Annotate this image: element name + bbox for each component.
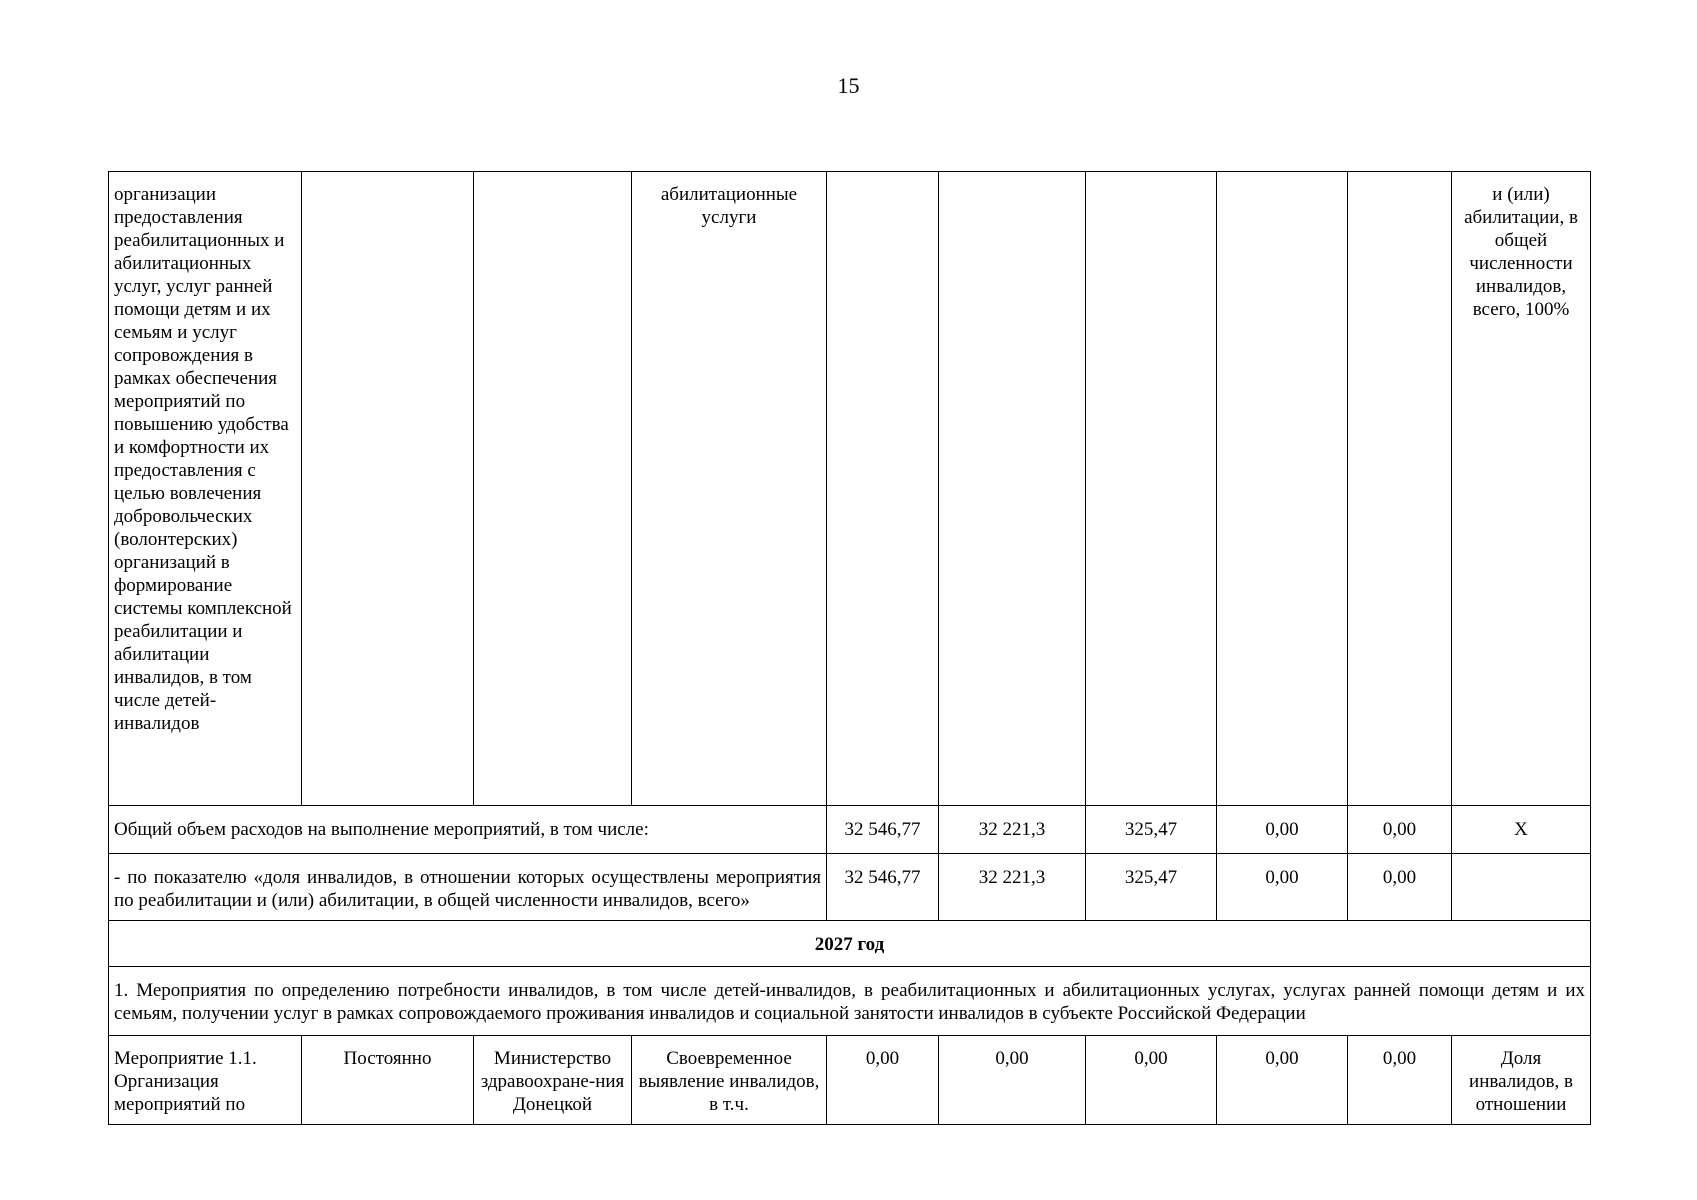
section-row bbox=[109, 967, 1591, 1036]
indicator-value: 0,00 bbox=[1348, 854, 1452, 921]
result-cell: абилитационные услуги bbox=[632, 172, 827, 806]
section-header: 1. Мероприятия по определению потребности инвалидов, в том числе детей-инвалидов, в реабилитационных и абилитационных услугах, услугах ранней помощи детям и их семьям, получении услуг в рамках сопровождаемого проживания инвалидов и социальной занятости инвалидов в субъекте Российской Федерации bbox=[109, 967, 1591, 1036]
measure-indicator: Доля инвалидов, в отношении bbox=[1452, 1036, 1591, 1125]
total-value: 32 221,3 bbox=[939, 806, 1086, 854]
table-row bbox=[109, 172, 1591, 806]
measure-value: 0,00 bbox=[1086, 1036, 1217, 1125]
activity-description-cell: организации предоставления реабилитационных и абилитационных услуг, услуг ранней помощи детям и их семьям и услуг сопровождения в рамках обеспечения мероприятий по повышению удобства и комфортности их предоставления с целью вовлечения добровольческих (волонтерских) организаций в формирование системы комплексной реабилитации и абилитации инвалидов, в том числе детей-инвалидов bbox=[109, 172, 302, 806]
empty-cell bbox=[474, 172, 632, 806]
total-value: 0,00 bbox=[1348, 806, 1452, 854]
measure-row bbox=[109, 1036, 1591, 1125]
year-row bbox=[109, 921, 1591, 967]
empty-cell bbox=[302, 172, 474, 806]
measure-value: 0,00 bbox=[1217, 1036, 1348, 1125]
total-row bbox=[109, 806, 1591, 854]
indicator-label: - по показателю «доля инвалидов, в отношении которых осуществлены мероприятия по реабилитации и (или) абилитации, в общей численности инвалидов, всего» bbox=[109, 854, 827, 921]
total-value: 325,47 bbox=[1086, 806, 1217, 854]
measure-value: 0,00 bbox=[1348, 1036, 1452, 1125]
measure-executor: Министерство здравоохране-ния Донецкой bbox=[474, 1036, 632, 1125]
empty-cell bbox=[939, 172, 1086, 806]
empty-cell bbox=[1217, 172, 1348, 806]
measure-value: 0,00 bbox=[939, 1036, 1086, 1125]
indicator-last bbox=[1452, 854, 1591, 921]
indicator-cell: и (или) абилитации, в общей численности инвалидов, всего, 100% bbox=[1452, 172, 1591, 806]
empty-cell bbox=[827, 172, 939, 806]
indicator-value: 32 546,77 bbox=[827, 854, 939, 921]
total-value: 32 546,77 bbox=[827, 806, 939, 854]
year-header: 2027 год bbox=[109, 921, 1591, 967]
empty-cell bbox=[1348, 172, 1452, 806]
total-value: 0,00 bbox=[1217, 806, 1348, 854]
indicator-value: 0,00 bbox=[1217, 854, 1348, 921]
measure-result: Своевременное выявление инвалидов, в т.ч. bbox=[632, 1036, 827, 1125]
indicator-value: 32 221,3 bbox=[939, 854, 1086, 921]
total-marker: Х bbox=[1452, 806, 1591, 854]
measure-name: Мероприятие 1.1. Организация мероприятий по bbox=[109, 1036, 302, 1125]
page-number: 15 bbox=[837, 73, 860, 98]
indicator-value: 325,47 bbox=[1086, 854, 1217, 921]
empty-cell bbox=[1086, 172, 1217, 806]
total-label: Общий объем расходов на выполнение мероприятий, в том числе: bbox=[109, 806, 827, 854]
measure-period: Постоянно bbox=[302, 1036, 474, 1125]
activities-table bbox=[108, 171, 1591, 1125]
indicator-row bbox=[109, 854, 1591, 921]
measure-value: 0,00 bbox=[827, 1036, 939, 1125]
